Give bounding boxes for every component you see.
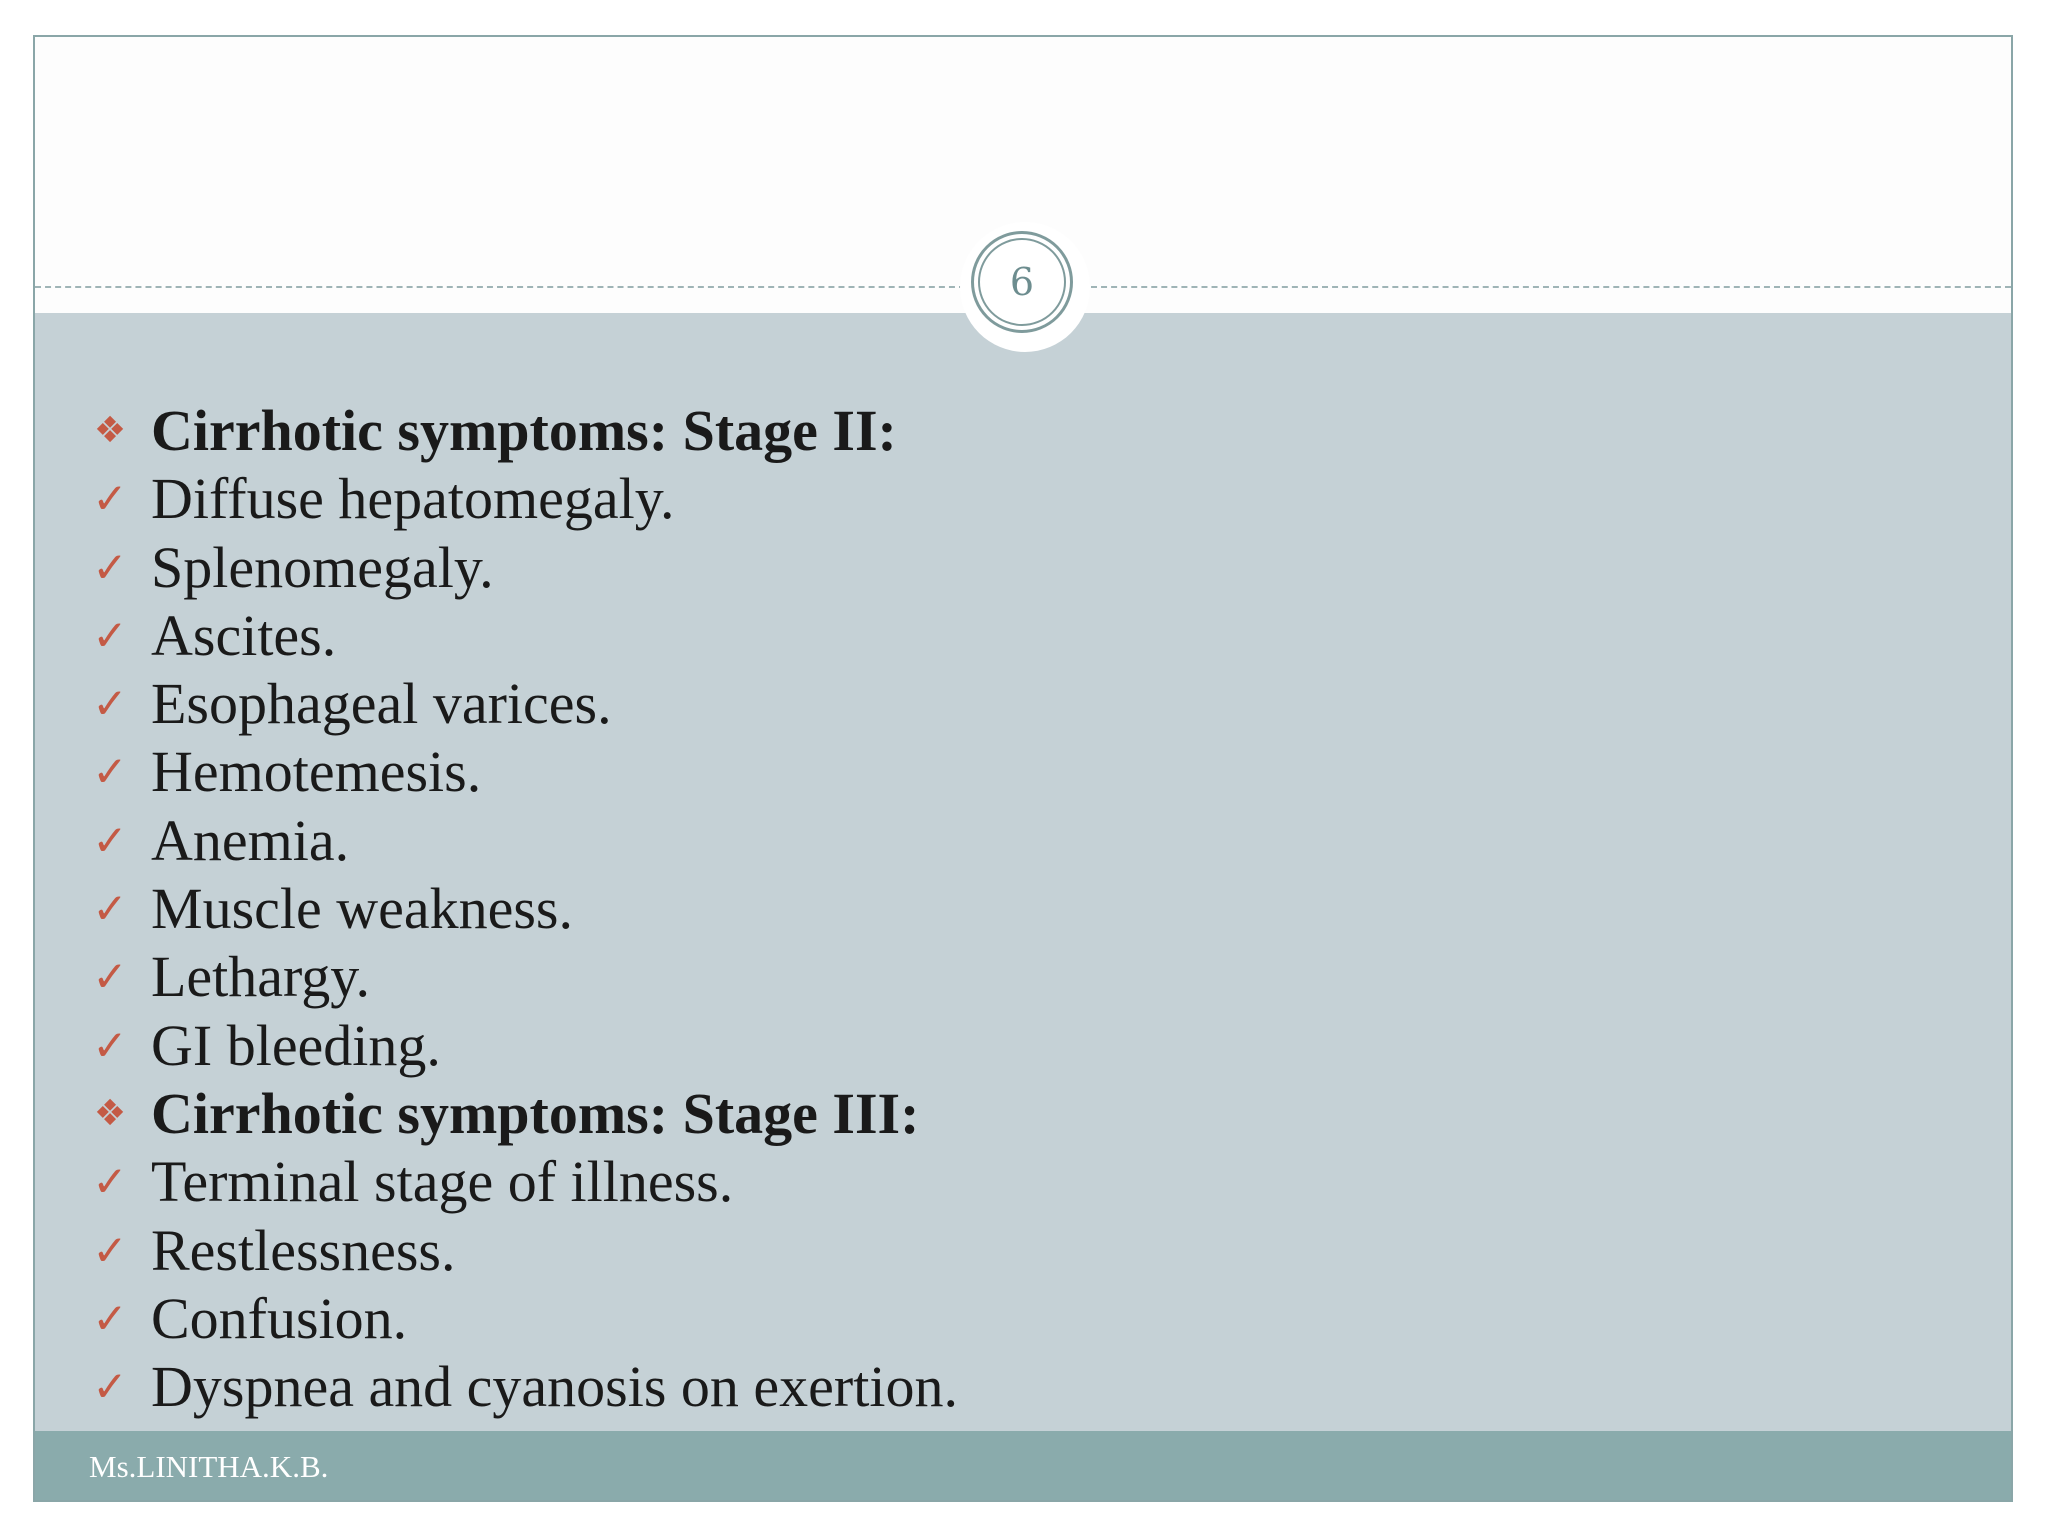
list-item <box>35 1012 958 1080</box>
list-item-text: GI bleeding. <box>151 1012 441 1078</box>
checkmark-icon: ✓ <box>92 1225 128 1275</box>
checkmark-icon: ✓ <box>92 884 128 934</box>
list-item <box>35 738 958 806</box>
list-item-text: Anemia. <box>151 807 350 873</box>
checkmark-icon: ✓ <box>92 747 128 797</box>
checkmark-icon: ✓ <box>92 1362 128 1412</box>
header-divider-right <box>1091 286 2011 288</box>
list-item <box>35 1285 958 1353</box>
list-item <box>35 875 958 943</box>
checkmark-icon: ✓ <box>92 474 128 524</box>
list-item-text: Esophageal varices. <box>151 671 612 737</box>
list-item-text: Terminal stage of illness. <box>151 1149 734 1215</box>
list-item-text: Diffuse hepatomegaly. <box>151 466 675 532</box>
checkmark-icon: ✓ <box>92 1157 128 1207</box>
slide-number-badge <box>971 231 1073 333</box>
footer-bar <box>35 1431 2011 1502</box>
checkmark-icon: ✓ <box>92 815 128 865</box>
checkmark-icon: ✓ <box>92 679 128 729</box>
diamond-bullet-icon: ❖ <box>93 1092 127 1134</box>
list-item <box>35 534 958 602</box>
slide <box>33 35 2013 1502</box>
list-item-text: Dyspnea and cyanosis on exertion. <box>151 1354 958 1420</box>
list-item <box>35 465 958 533</box>
section-heading-text: Cirrhotic symptoms: Stage II: <box>151 398 897 463</box>
section-heading-text: Cirrhotic symptoms: Stage III: <box>151 1080 920 1146</box>
list-item-text: Hemotemesis. <box>151 739 482 805</box>
list-item <box>35 807 958 875</box>
list-item-text: Restlessness. <box>151 1217 456 1283</box>
list-item <box>35 1217 958 1285</box>
list-item-text: Confusion. <box>151 1285 408 1351</box>
checkmark-icon: ✓ <box>92 1020 128 1070</box>
checkmark-icon: ✓ <box>92 542 128 592</box>
section-heading <box>35 1080 958 1148</box>
list-item-text: Muscle weakness. <box>151 876 574 942</box>
checkmark-icon: ✓ <box>92 1293 128 1343</box>
checkmark-icon: ✓ <box>92 952 128 1002</box>
list-item <box>35 670 958 738</box>
footer-author: Ms.LINITHA.K.B. <box>89 1449 329 1484</box>
list-item-text: Lethargy. <box>151 944 371 1010</box>
list-item <box>35 602 958 670</box>
header-divider-left <box>35 286 965 288</box>
symptom-list <box>35 397 958 1421</box>
slide-number: 6 <box>978 238 1066 326</box>
diamond-bullet-icon: ❖ <box>93 410 127 451</box>
list-item <box>35 1148 958 1216</box>
list-item <box>35 1353 958 1421</box>
list-item-text: Ascites. <box>151 602 337 668</box>
list-item-text: Splenomegaly. <box>151 534 494 600</box>
section-heading <box>35 397 958 465</box>
checkmark-icon: ✓ <box>92 610 128 660</box>
list-item <box>35 943 958 1011</box>
